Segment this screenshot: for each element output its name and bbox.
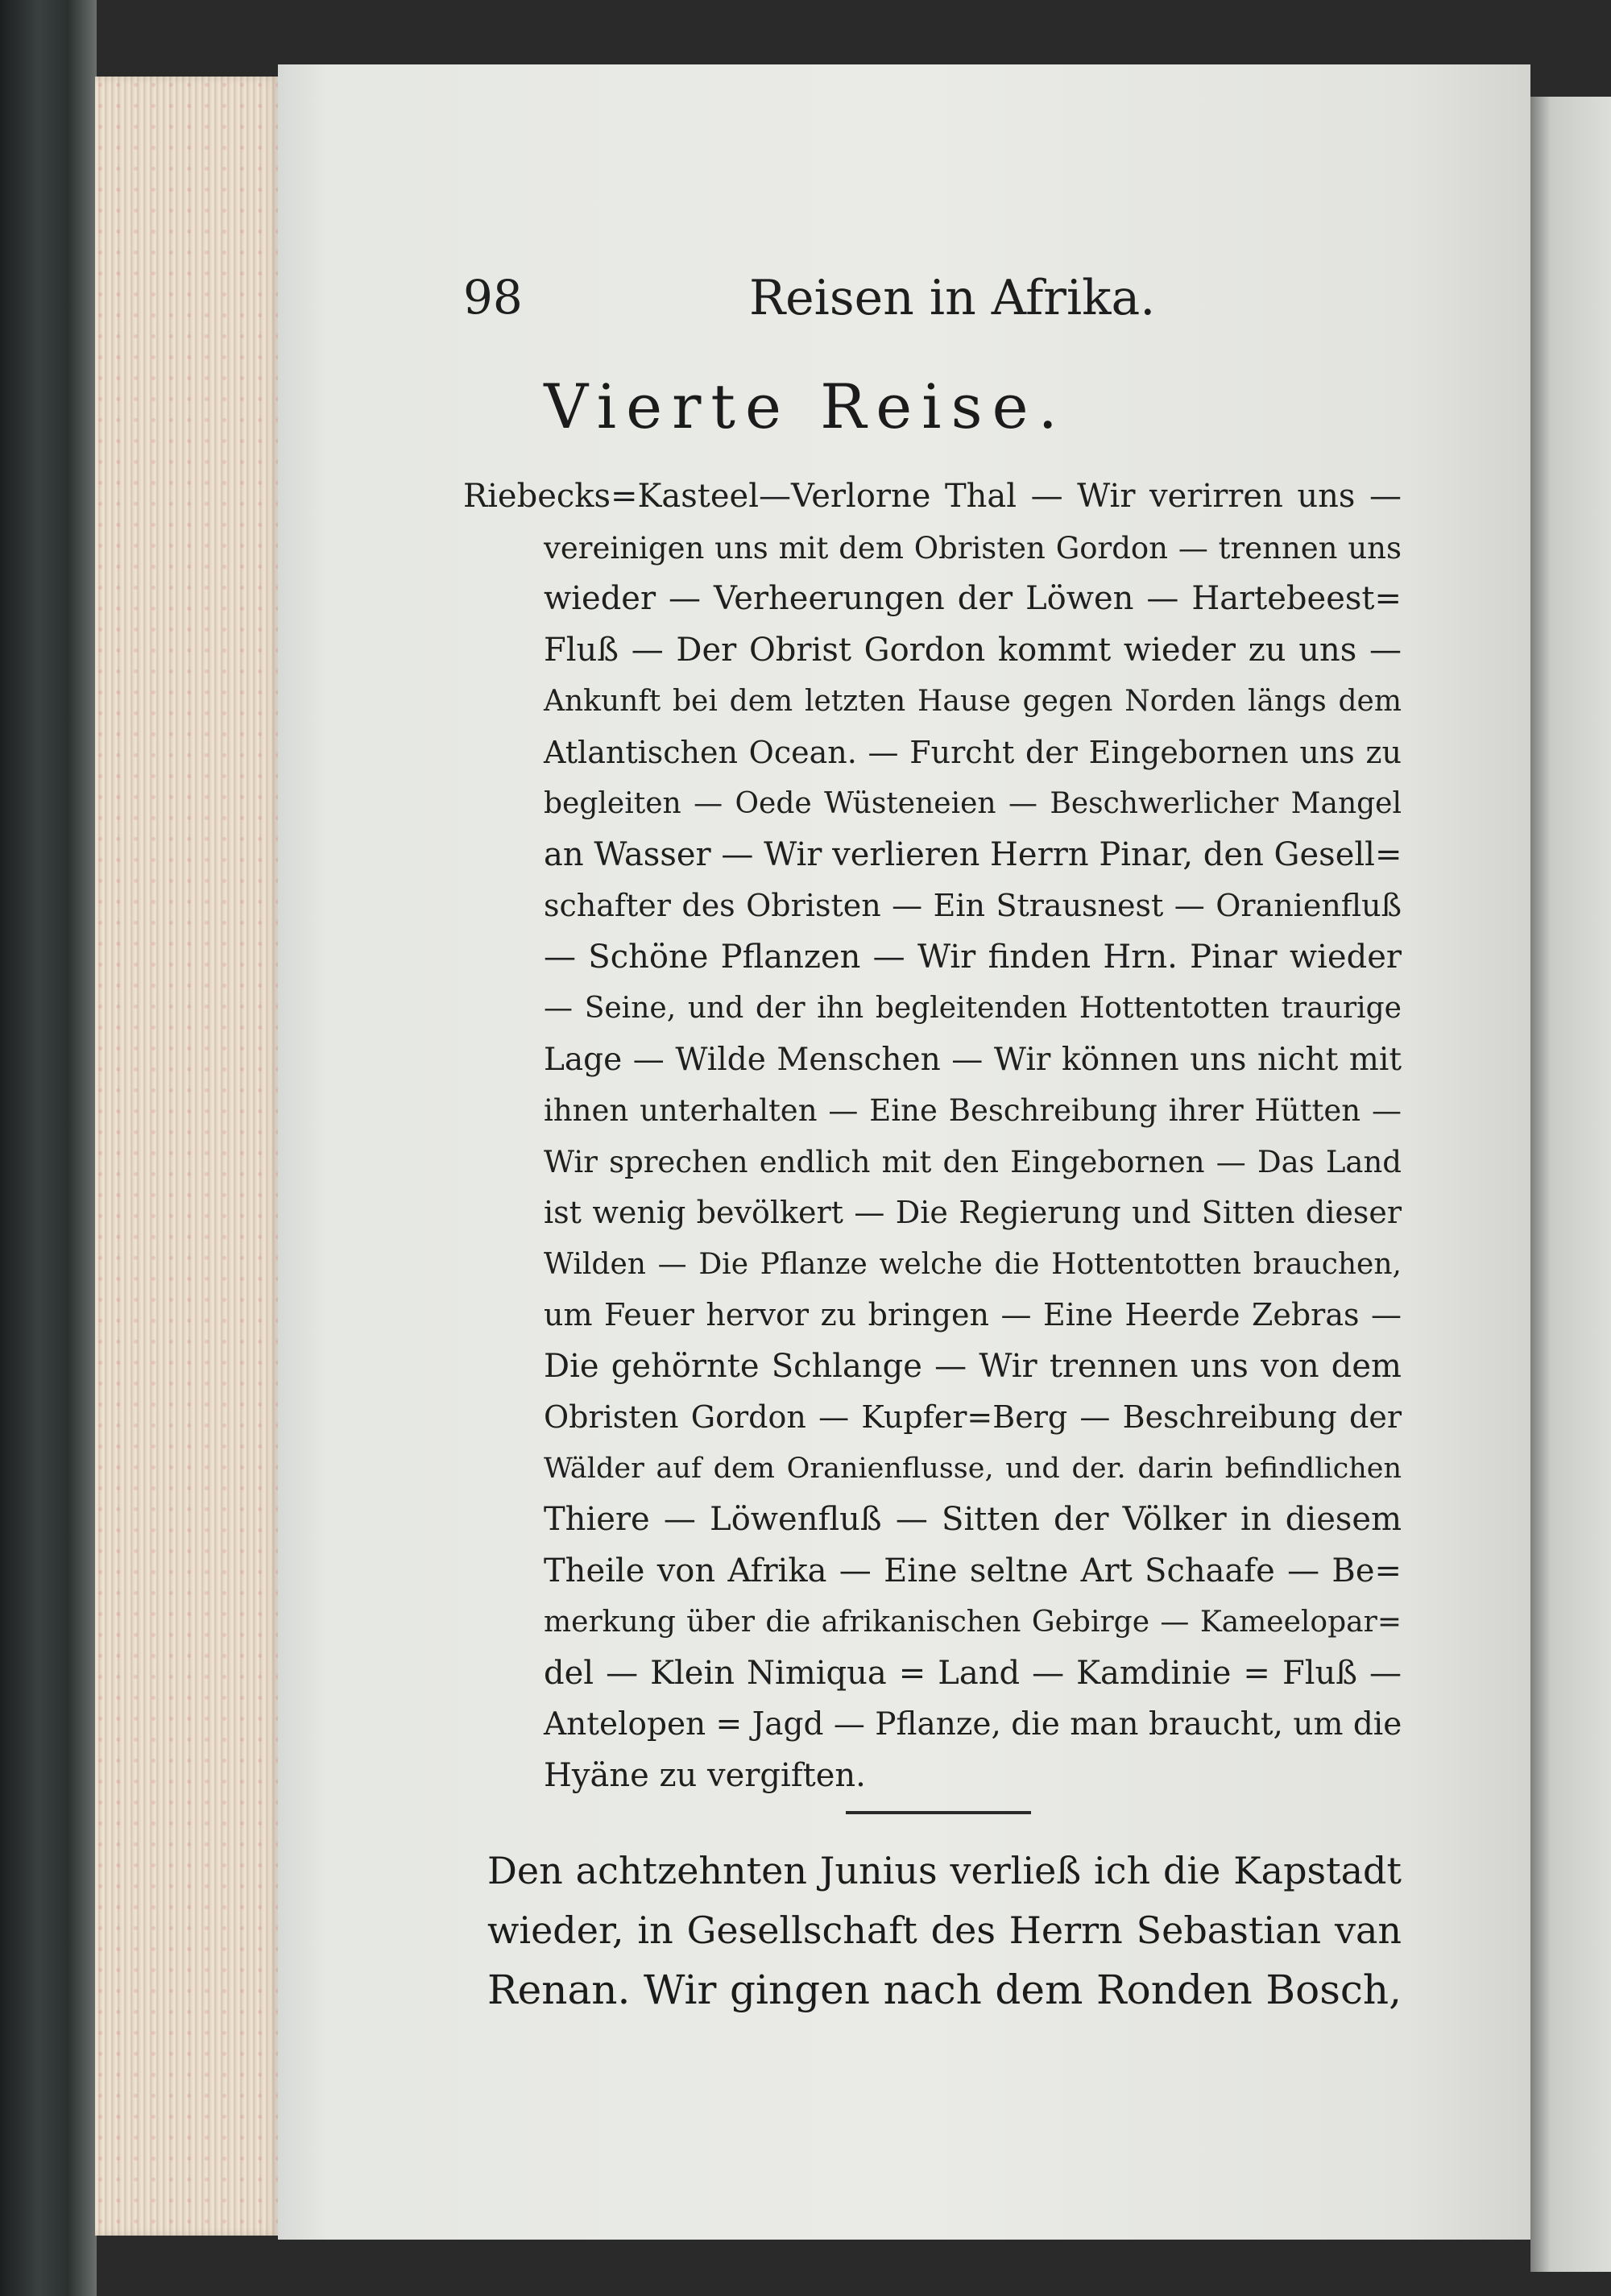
summary-line: Thiere — Löwenfluß — Sitten der Völker in diesem [544, 1501, 1402, 1538]
page-header [463, 270, 1156, 342]
body-line: Den achtzehnten Junius verließ ich die Kapstadt [487, 1849, 1402, 1892]
summary-line: Wir sprechen endlich mit den Eingebornen — Das Land [544, 1144, 1402, 1179]
summary-line: Theile von Afrika — Eine seltne Art Schaafe — Be= [544, 1552, 1402, 1589]
body-line: Renan. Wir gingen nach dem Ronden Bosch, [487, 1967, 1402, 2013]
next-page-edge [1530, 97, 1611, 2272]
summary-line: ihnen unterhalten — Eine Beschreibung ihrer Hütten — [544, 1093, 1402, 1128]
summary-line: Lage — Wilde Menschen — Wir können uns nicht mit [544, 1041, 1402, 1078]
summary-line: wieder — Verheerungen der Löwen — Hartebeest= [544, 580, 1402, 617]
summary-line: Die gehörnte Schlange — Wir trennen uns von dem [544, 1347, 1402, 1385]
chapter-summary [463, 471, 1402, 1801]
summary-line: — Schöne Pflanzen — Wir finden Hrn. Pinar wieder [544, 938, 1402, 976]
summary-line: — Seine, und der ihn begleitenden Hottentotten traurige [544, 992, 1402, 1025]
body-text [487, 1841, 1402, 2020]
chapter-title: Vierte Reise. [544, 371, 1067, 442]
summary-line: vereinigen uns mit dem Obristen Gordon — trennen uns [544, 530, 1402, 566]
summary-line: Hyäne zu vergiften. [544, 1756, 866, 1794]
summary-line: del — Klein Nimiqua = Land — Kamdinie = Fluß — [544, 1654, 1402, 1692]
summary-line: Wilden — Die Pflanze welche die Hottentotten brauchen, [544, 1247, 1402, 1281]
summary-line: schafter des Obristen — Ein Strausnest — Oranienfluß [544, 888, 1402, 923]
book-cover-edge [0, 0, 97, 2296]
summary-line: um Feuer hervor zu bringen — Eine Heerde Zebras — [544, 1297, 1402, 1332]
summary-line: an Wasser — Wir verlieren Herrn Pinar, den Gesell= [544, 835, 1402, 873]
summary-line: merkung über die afrikanischen Gebirge — Kameelopar= [544, 1606, 1402, 1639]
summary-line: Fluß — Der Obrist Gordon kommt wieder zu uns — [544, 631, 1402, 669]
summary-line: Wälder auf dem Oranienflusse, und der. darin befindlichen [544, 1452, 1402, 1485]
summary-line: Riebecks=Kasteel—Verlorne Thal — Wir verirren uns — [463, 478, 1402, 515]
section-divider [846, 1811, 1031, 1814]
summary-line: Ankunft bei dem letzten Hause gegen Norden längs dem [544, 685, 1402, 718]
running-head: Reisen in Afrika. [749, 270, 1156, 326]
body-line: wieder, in Gesellschaft des Herrn Sebastian van [487, 1908, 1402, 1952]
summary-line: begleiten — Oede Wüsteneien — Beschwerlicher Mangel [544, 787, 1402, 820]
summary-line: Atlantischen Ocean. — Furcht der Eingebornen uns zu [544, 734, 1402, 770]
summary-line: ist wenig bevölkert — Die Regierung und Sitten dieser [544, 1195, 1402, 1230]
summary-line: Antelopen = Jagd — Pflanze, die man braucht, um die [544, 1706, 1402, 1743]
summary-line: Obristen Gordon — Kupfer=Berg — Beschreibung der [544, 1399, 1402, 1435]
page-number: 98 [463, 270, 523, 325]
